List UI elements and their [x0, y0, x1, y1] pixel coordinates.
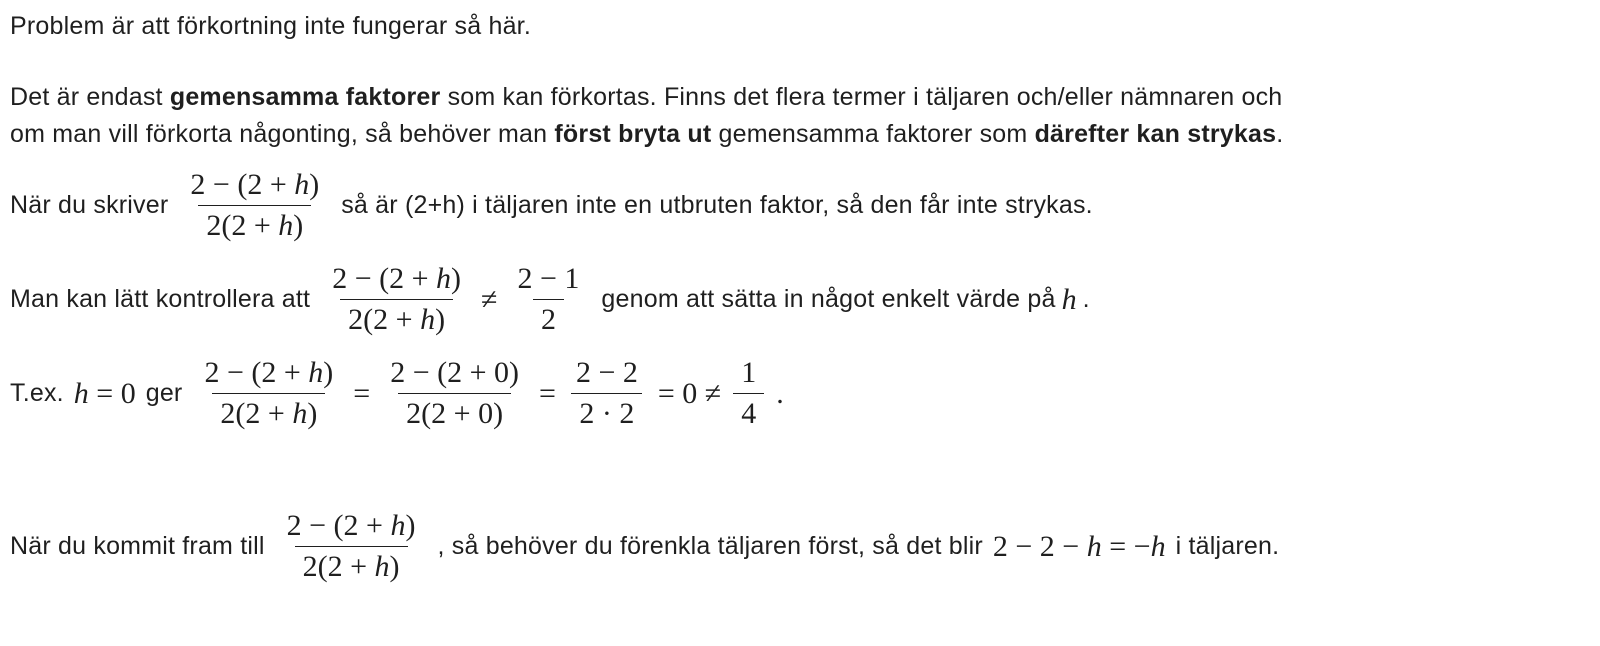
p2-text-e: . [1276, 120, 1284, 148]
paragraph-1-text: Problem är att förkortning inte fungerar så här. [10, 12, 531, 40]
paragraph-3 [10, 167, 1590, 244]
p4-text-post: genom att sätta in något enkelt värde på [601, 285, 1056, 313]
p2-text-d: gemensamma faktorer som [711, 120, 1035, 148]
p5-period: . [776, 376, 784, 410]
p5-text-pre: T.ex. [10, 379, 64, 407]
fraction-main [279, 508, 424, 585]
fraction-numerator: 1 [741, 356, 757, 389]
post-content [10, 8, 1590, 585]
p2-text-c: om man vill förkorta någonting, så behöver man [10, 120, 555, 148]
simplify-numerator-equation: 2 − 2 − h = −h [992, 529, 1166, 563]
fraction-main-numerator: 2 − (2 + h) [286, 509, 416, 542]
equals-zero-not-equal: = 0 ≠ [657, 376, 722, 410]
p4-period: . [1082, 285, 1090, 313]
fraction-denominator: 2 · 2 [571, 393, 642, 432]
var-h: h [1061, 282, 1077, 316]
fraction-numerator: 2 − 2 [575, 356, 638, 389]
fraction-main [182, 167, 327, 244]
var-h: h [420, 303, 436, 336]
p5-text-ger: ger [145, 379, 183, 407]
fraction-main [196, 355, 341, 432]
not-equal-sign: ≠ [481, 282, 498, 316]
fraction-h-substituted [382, 355, 527, 432]
fraction-main-denominator: 2(2 + h) [295, 546, 408, 585]
p3-text-post: så är (2+h) i täljaren inte en utbruten faktor, så den får inte strykas. [341, 191, 1093, 219]
p2-bold-gemensamma-faktorer: gemensamma faktorer [169, 83, 441, 111]
p2-bold-darefter-kan-strykas: därefter kan strykas [1034, 120, 1277, 148]
fraction-main-denominator: 2(2 + h) [198, 205, 311, 244]
p2-text-b: som kan förkortas. Finns det flera termer i täljaren och/eller nämnaren och [440, 83, 1283, 111]
fraction-numerator: 2 − 1 [517, 262, 580, 295]
p6-text-mid: , så behöver du förenkla täljaren först, så det blir [437, 532, 983, 560]
paragraph-2-line-1 [10, 79, 1590, 116]
var-h: h [73, 376, 89, 410]
fraction-main-denominator: 2(2 + h) [340, 299, 453, 338]
p2-bold-forst-bryta-ut: först bryta ut [554, 120, 712, 148]
p2-text-a: Det är endast [10, 83, 170, 111]
var-h: h [278, 209, 294, 242]
paragraph-1 [10, 8, 1590, 45]
p3-text-pre: När du skriver [10, 191, 169, 219]
fraction-simplified [568, 355, 646, 432]
p6-text-pre: När du kommit fram till [10, 532, 265, 560]
var-h: h [436, 262, 452, 295]
paragraph-5 [10, 355, 1590, 432]
paragraph-6 [10, 508, 1590, 585]
var-h: h [292, 397, 308, 430]
equals-sign: = [539, 376, 556, 410]
var-h: h [294, 168, 310, 201]
var-h: h [374, 550, 390, 583]
paragraph-2-line-2 [10, 116, 1590, 153]
var-h: h [1150, 529, 1166, 563]
equals-sign: = [353, 376, 371, 410]
h-equals-zero: h = 0 [73, 376, 136, 410]
fraction-denominator: 2 [533, 299, 564, 338]
fraction-main-numerator: 2 − (2 + h) [190, 168, 320, 201]
paragraph-4 [10, 261, 1590, 338]
fraction-main-numerator: 2 − (2 + h) [204, 356, 334, 389]
fraction-numerator: 2 − (2 + 0) [390, 356, 520, 389]
var-h: h [390, 509, 406, 542]
fraction-main-numerator: 2 − (2 + h) [332, 262, 462, 295]
p4-text-pre: Man kan lätt kontrollera att [10, 285, 311, 313]
var-h: h [308, 356, 324, 389]
fraction-main-denominator: 2(2 + h) [212, 393, 325, 432]
fraction-one-fourth [733, 355, 764, 432]
fraction-denominator: 4 [733, 393, 764, 432]
fraction-main [324, 261, 469, 338]
fraction-denominator: 2(2 + 0) [398, 393, 511, 432]
fraction-2-minus-1-over-2 [510, 261, 588, 338]
p6-text-post: i täljaren. [1175, 532, 1280, 560]
var-h: h [1086, 529, 1102, 563]
